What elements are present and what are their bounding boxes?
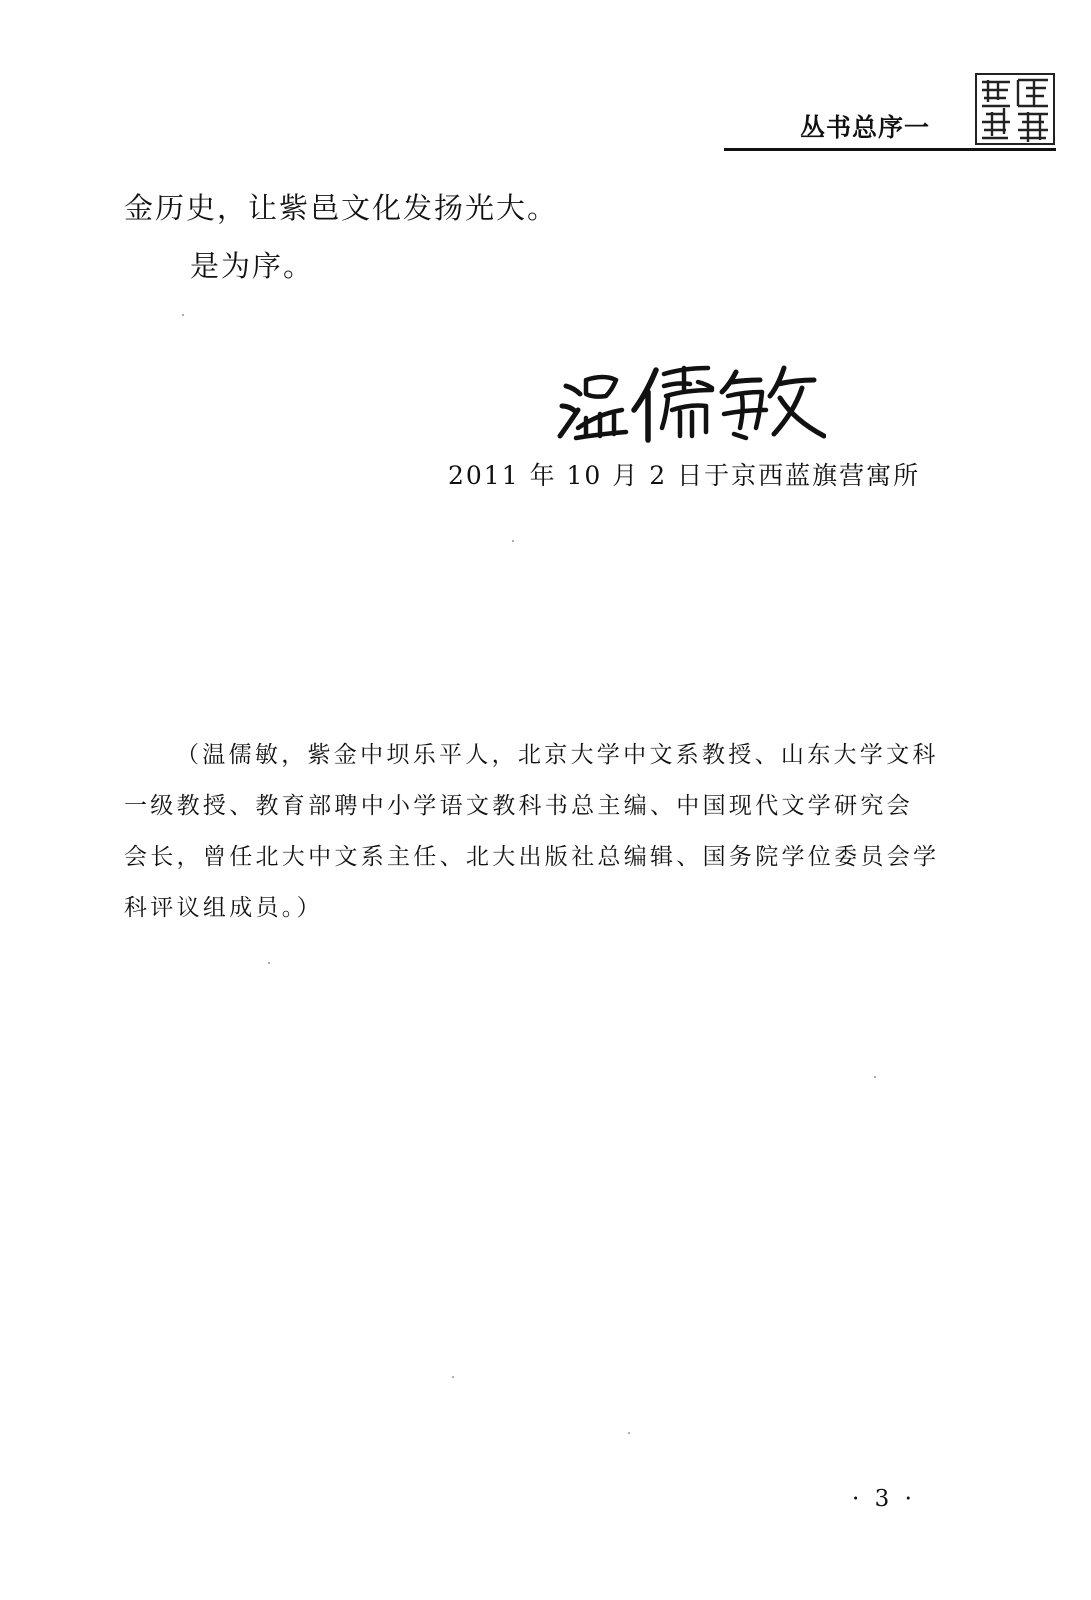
- running-header-title: 丛书总序一: [800, 113, 931, 142]
- bio-line: 一级教授、教育部聘中小学语文教科书总主编、中国现代文学研究会: [124, 793, 913, 819]
- bio-line: 科评议组成员。）: [124, 895, 323, 921]
- handwritten-signature: [556, 362, 826, 444]
- bio-line: （温儒敏，紫金中坝乐平人，北京大学中文系教授、山东大学文科: [176, 742, 939, 768]
- scan-speck: [182, 314, 184, 316]
- scan-speck: [268, 962, 270, 964]
- page-number: · 3 ·: [852, 1486, 916, 1512]
- scan-speck: [452, 1376, 454, 1378]
- scan-speck: [512, 540, 514, 542]
- seal-stamp-icon: [974, 72, 1056, 146]
- scan-speck: [628, 1432, 630, 1434]
- body-paragraph-closing: 是为序。: [190, 249, 315, 283]
- bio-line: 会长，曾任北大中文系主任、北大出版社总编辑、国务院学位委员会学: [124, 844, 940, 870]
- author-bio-note: [124, 730, 960, 934]
- header-rule: [724, 148, 1056, 151]
- scan-speck: [874, 1076, 876, 1078]
- body-paragraph: 金历史，让紫邑文化发扬光大。: [124, 191, 559, 225]
- dateline: 2011 年 10 月 2 日于京西蓝旗营寓所: [448, 461, 921, 490]
